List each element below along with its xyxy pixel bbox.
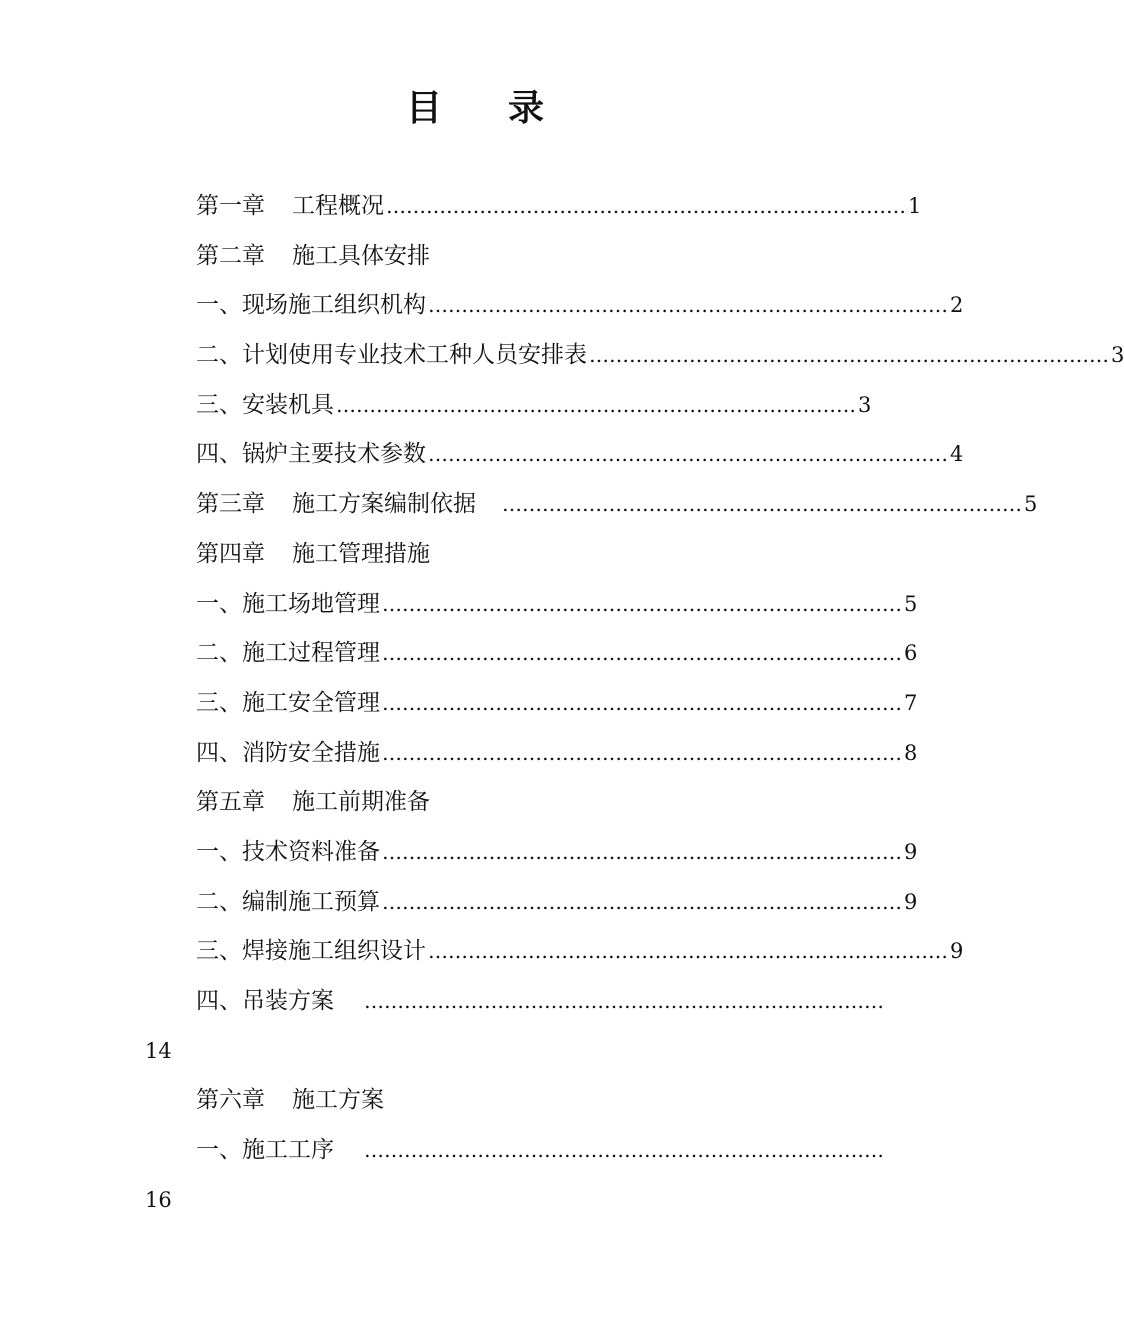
leader-dots: …………………………………………………………………… bbox=[382, 641, 902, 666]
toc-title-part2: 录 bbox=[508, 87, 545, 129]
toc-entry[interactable] bbox=[0, 828, 950, 878]
section-title: 四、锅炉主要技术参数 bbox=[196, 441, 426, 468]
section-title: 一、施工场地管理 bbox=[196, 590, 380, 617]
leader-dots: …………………………………………………………………… bbox=[364, 1138, 884, 1163]
toc-entry-wrap bbox=[0, 1176, 950, 1226]
leader-dots: …………………………………………………………………… bbox=[382, 690, 902, 715]
toc-entry[interactable] bbox=[0, 927, 964, 977]
chapter-title: 施工方案编制依据 bbox=[292, 491, 476, 518]
leader-dots: …………………………………………………………………… bbox=[589, 343, 1109, 368]
toc-entry[interactable] bbox=[0, 232, 950, 282]
toc-entry[interactable] bbox=[0, 281, 964, 331]
section-title: 二、编制施工预算 bbox=[196, 888, 380, 915]
toc-entry[interactable] bbox=[0, 729, 950, 779]
section-title: 四、消防安全措施 bbox=[196, 739, 380, 766]
leader-dots: …………………………………………………………………… bbox=[382, 591, 902, 616]
toc-entry[interactable] bbox=[0, 1076, 950, 1126]
toc-entry[interactable] bbox=[0, 530, 950, 580]
leader-dots: …………………………………………………………………… bbox=[502, 492, 1022, 517]
page-number: 1 bbox=[908, 194, 922, 218]
page-number: 7 bbox=[904, 690, 918, 715]
toc-entry[interactable] bbox=[0, 430, 964, 480]
page-number: 9 bbox=[904, 889, 918, 914]
toc-entry[interactable] bbox=[0, 778, 950, 828]
chapter-title: 施工方案 bbox=[292, 1087, 384, 1114]
table-of-contents bbox=[0, 182, 1124, 1225]
toc-entry[interactable] bbox=[0, 878, 950, 928]
leader-dots: …………………………………………………………………… bbox=[382, 839, 902, 864]
leader-dots: …………………………………………………………………… bbox=[386, 194, 906, 218]
chapter-number: 第一章 bbox=[196, 193, 265, 219]
leader-dots: …………………………………………………………………… bbox=[428, 293, 948, 318]
section-title: 一、现场施工组织机构 bbox=[196, 292, 426, 319]
chapter-number: 第三章 bbox=[196, 491, 265, 518]
page-number: 8 bbox=[904, 740, 918, 765]
leader-dots: …………………………………………………………………… bbox=[336, 392, 856, 417]
chapter-title: 施工前期准备 bbox=[292, 789, 430, 816]
toc-entry[interactable] bbox=[0, 977, 950, 1027]
page-number: 4 bbox=[950, 442, 964, 467]
toc-title-part1: 目 bbox=[405, 87, 442, 129]
toc-entry[interactable] bbox=[0, 629, 950, 679]
chapter-title: 工程概况 bbox=[292, 193, 384, 219]
section-title: 一、施工工序 bbox=[196, 1137, 334, 1164]
chapter-number: 第六章 bbox=[196, 1087, 265, 1114]
chapter-number: 第二章 bbox=[196, 242, 265, 269]
section-title: 三、焊接施工组织设计 bbox=[196, 938, 426, 965]
page-number: 3 bbox=[1111, 343, 1124, 368]
toc-entry[interactable] bbox=[0, 480, 1038, 530]
toc-entry-wrap bbox=[0, 1027, 950, 1077]
leader-dots: …………………………………………………………………… bbox=[364, 989, 884, 1013]
toc-title bbox=[0, 86, 950, 130]
leader-dots: …………………………………………………………………… bbox=[382, 740, 902, 765]
page-number: 14 bbox=[145, 1038, 172, 1063]
leader-dots: …………………………………………………………………… bbox=[428, 939, 948, 964]
page-number: 5 bbox=[904, 591, 918, 616]
toc-entry[interactable] bbox=[0, 182, 950, 232]
page-number: 5 bbox=[1024, 492, 1038, 517]
toc-entry[interactable] bbox=[0, 679, 950, 729]
toc-entry[interactable] bbox=[0, 580, 950, 630]
section-title: 三、施工安全管理 bbox=[196, 689, 380, 716]
section-title: 二、计划使用专业技术工种人员安排表 bbox=[196, 342, 587, 369]
section-title: 一、技术资料准备 bbox=[196, 838, 380, 865]
page-number: 9 bbox=[904, 839, 918, 864]
page-number: 3 bbox=[858, 392, 872, 417]
toc-entry[interactable] bbox=[0, 331, 1124, 381]
page-number: 9 bbox=[950, 939, 964, 964]
toc-entry[interactable] bbox=[0, 1126, 950, 1176]
chapter-number: 第五章 bbox=[196, 789, 265, 816]
section-title: 二、施工过程管理 bbox=[196, 640, 380, 667]
page-number: 2 bbox=[950, 293, 964, 318]
page-number: 16 bbox=[145, 1187, 172, 1212]
page-number: 6 bbox=[904, 641, 918, 666]
toc-entry[interactable] bbox=[0, 381, 950, 431]
section-title: 三、安装机具 bbox=[196, 391, 334, 418]
chapter-title: 施工管理措施 bbox=[292, 540, 430, 567]
chapter-number: 第四章 bbox=[196, 540, 265, 567]
section-title: 四、吊装方案 bbox=[196, 988, 334, 1014]
chapter-title: 施工具体安排 bbox=[292, 242, 430, 269]
leader-dots: …………………………………………………………………… bbox=[428, 442, 948, 467]
leader-dots: …………………………………………………………………… bbox=[382, 889, 902, 914]
